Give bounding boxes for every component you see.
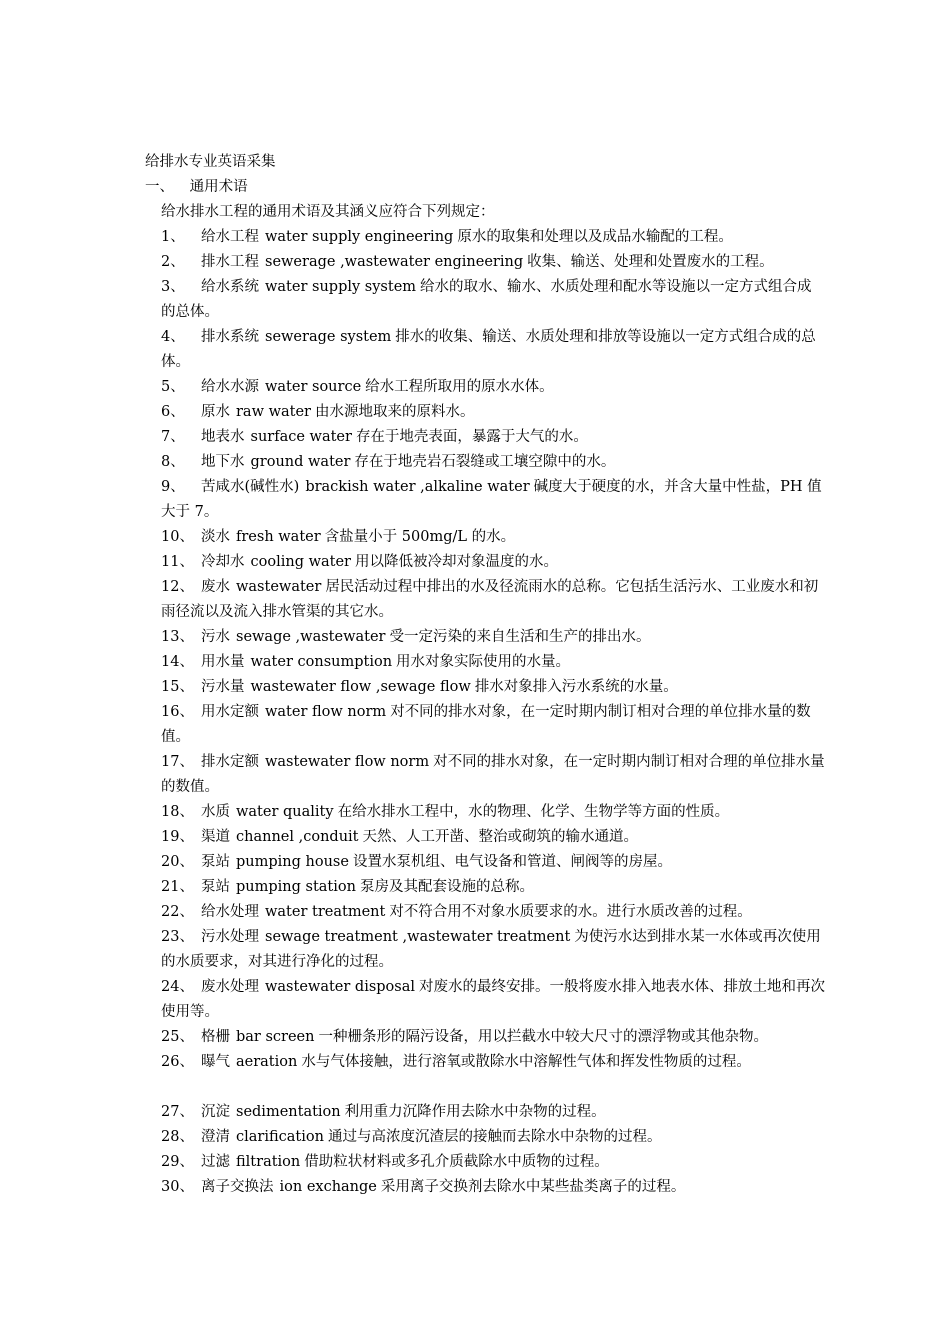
- term-definition: 对不同的排水对象，在一定时期内制订相对合理的单位排水量的数值。: [161, 754, 825, 795]
- term-entry: [145, 625, 825, 650]
- term-chinese: 排水工程: [201, 254, 259, 270]
- term-number: 26、: [161, 1054, 194, 1070]
- term-definition: 对废水的最终安排。一般将废水排入地表水体、排放土地和再次使用等。: [161, 979, 826, 1020]
- term-english: bar screen: [236, 1029, 315, 1045]
- term-english: ground water: [250, 454, 351, 470]
- term-english: surface water: [250, 429, 352, 445]
- term-definition: 给水的取水、输水、水质处理和配水等设施以一定方式组合成的总体。: [161, 279, 812, 320]
- document-title: 给排水专业英语采集: [145, 154, 276, 170]
- term-definition: 排水对象排入污水系统的水量。: [474, 679, 678, 695]
- term-chinese: 污水量: [201, 679, 245, 695]
- term-chinese: 澄清: [201, 1129, 230, 1145]
- term-chinese: 地下水: [201, 454, 245, 470]
- term-chinese: 淡水: [201, 529, 230, 545]
- term-number: 17、: [161, 754, 194, 770]
- term-entry: [145, 550, 825, 575]
- term-number: 18、: [161, 804, 194, 820]
- term-english: sewerage ,wastewater engineering: [265, 254, 524, 270]
- term-chinese: 地表水: [201, 429, 245, 445]
- term-entry: [145, 1025, 825, 1050]
- term-entry: [145, 975, 825, 1025]
- term-number: 23、: [161, 929, 194, 945]
- term-chinese: 过滤: [201, 1154, 230, 1170]
- term-chinese: 曝气: [201, 1054, 230, 1070]
- term-chinese: 用水定额: [201, 704, 259, 720]
- term-entry: [145, 1050, 825, 1075]
- term-chinese: 冷却水: [201, 554, 245, 570]
- term-definition: 对不符合用不对象水质要求的水。进行水质改善的过程。: [389, 904, 752, 920]
- term-definition: 泵房及其配套设施的总称。: [359, 879, 534, 895]
- term-definition: 用水对象实际使用的水量。: [396, 654, 571, 670]
- term-entry: [145, 450, 825, 475]
- intro-paragraph: 给水排水工程的通用术语及其涵义应符合下列规定：: [161, 204, 495, 220]
- term-number: 29、: [161, 1154, 194, 1170]
- term-entry: [145, 325, 825, 375]
- term-number: 10、: [161, 529, 194, 545]
- term-entry: [145, 875, 825, 900]
- term-definition: 存在于地壳表面，暴露于大气的水。: [355, 429, 588, 445]
- term-definition: 水与气体接触，进行溶氧或散除水中溶解性气体和挥发性物质的过程。: [301, 1054, 751, 1070]
- term-number: 30、: [161, 1179, 194, 1195]
- term-entry: [145, 900, 825, 925]
- term-list: [145, 225, 825, 1200]
- term-english: water consumption: [250, 654, 393, 670]
- term-english: water quality: [236, 804, 334, 820]
- term-entry: [145, 375, 825, 400]
- term-definition: 受一定污染的来自生活和生产的排出水。: [389, 629, 651, 645]
- term-chinese: 给水系统: [201, 279, 259, 295]
- term-definition: 给水工程所取用的原水水体。: [365, 379, 554, 395]
- term-entry: [145, 1175, 825, 1200]
- term-definition: 存在于地壳岩石裂缝或工壤空隙中的水。: [354, 454, 616, 470]
- term-number: 24、: [161, 979, 194, 995]
- term-number: 7、: [161, 429, 185, 445]
- term-chinese: 废水处理: [201, 979, 259, 995]
- term-definition: 借助粒状材料或多孔介质截除水中质物的过程。: [304, 1154, 609, 1170]
- term-chinese: 渠道: [201, 829, 230, 845]
- term-entry: [145, 1150, 825, 1175]
- term-definition: 采用离子交换剂去除水中某些盐类离子的过程。: [380, 1179, 686, 1195]
- term-english: ion exchange: [279, 1179, 377, 1195]
- term-number: 20、: [161, 854, 194, 870]
- term-definition: 排水的收集、输送、水质处理和排放等设施以一定方式组合成的总体。: [161, 329, 816, 370]
- term-number: 8、: [161, 454, 185, 470]
- term-entry: [145, 1100, 825, 1125]
- term-definition: 天然、人工开凿、整治或砌筑的输水通道。: [362, 829, 638, 845]
- document-body: [145, 150, 825, 1200]
- term-definition: 原水的取集和处理以及成品水输配的工程。: [457, 229, 733, 245]
- term-number: 19、: [161, 829, 194, 845]
- term-entry: [145, 1125, 825, 1150]
- term-number: 27、: [161, 1104, 194, 1120]
- term-english: sedimentation: [236, 1104, 341, 1120]
- term-entry: [145, 525, 825, 550]
- term-number: 15、: [161, 679, 194, 695]
- term-english: sewage treatment ,wastewater treatment: [265, 929, 571, 945]
- term-english: sewerage system: [265, 329, 392, 345]
- term-number: 1、: [161, 229, 185, 245]
- term-chinese: 排水系统: [201, 329, 259, 345]
- term-number: 9、: [161, 479, 185, 495]
- term-entry: [145, 750, 825, 800]
- term-english: raw water: [236, 404, 311, 420]
- term-number: 3、: [161, 279, 185, 295]
- term-chinese: 泵站: [201, 879, 230, 895]
- term-chinese: 给水工程: [201, 229, 259, 245]
- term-english: cooling water: [250, 554, 351, 570]
- term-entry: [145, 675, 825, 700]
- term-definition: 收集、输送、处理和处置废水的工程。: [527, 254, 774, 270]
- term-entry: [145, 250, 825, 275]
- term-definition: 用以降低被冷却对象温度的水。: [354, 554, 558, 570]
- term-number: 2、: [161, 254, 185, 270]
- term-english: water supply system: [265, 279, 417, 295]
- section-heading: [145, 175, 825, 200]
- section-label: 通用术语: [189, 179, 248, 195]
- term-english: brackish water ,alkaline water: [305, 479, 530, 495]
- term-entry: [145, 825, 825, 850]
- term-english: wastewater: [236, 579, 322, 595]
- term-number: 11、: [161, 554, 194, 570]
- term-entry: [145, 850, 825, 875]
- term-definition: 对不同的排水对象，在一定时期内制订相对合理的单位排水量的数值。: [161, 704, 811, 745]
- term-english: water supply engineering: [265, 229, 454, 245]
- term-english: sewage ,wastewater: [236, 629, 386, 645]
- term-english: water flow norm: [265, 704, 387, 720]
- term-chinese: 离子交换法: [201, 1179, 274, 1195]
- term-definition: 碱度大于硬度的水，并含大量中性盐，PH 值大于 7。: [161, 479, 822, 520]
- term-entry: [145, 475, 825, 525]
- term-chinese: 排水定额: [201, 754, 259, 770]
- term-number: 12、: [161, 579, 194, 595]
- term-english: fresh water: [236, 529, 321, 545]
- term-number: 4、: [161, 329, 185, 345]
- term-entry: [145, 225, 825, 250]
- term-definition: 通过与高浓度沉渣层的接触而去除水中杂物的过程。: [327, 1129, 662, 1145]
- term-chinese: 原水: [201, 404, 230, 420]
- term-chinese: 苦咸水(碱性水): [201, 479, 300, 495]
- term-english: clarification: [236, 1129, 324, 1145]
- term-definition: 设置水泵机组、电气设备和管道、闸阀等的房屋。: [352, 854, 672, 870]
- term-entry: [145, 700, 825, 750]
- term-chinese: 泵站: [201, 854, 230, 870]
- term-number: 16、: [161, 704, 194, 720]
- term-entry: [145, 400, 825, 425]
- term-english: wastewater disposal: [265, 979, 416, 995]
- term-english: water source: [265, 379, 362, 395]
- term-chinese: 污水: [201, 629, 230, 645]
- term-english: aeration: [236, 1054, 298, 1070]
- term-english: water treatment: [265, 904, 386, 920]
- term-chinese: 格栅: [201, 1029, 230, 1045]
- term-number: 14、: [161, 654, 194, 670]
- term-definition: 含盐量小于 500mg/L 的水。: [324, 529, 516, 545]
- term-chinese: 用水量: [201, 654, 245, 670]
- term-chinese: 沉淀: [201, 1104, 230, 1120]
- term-chinese: 水质: [201, 804, 230, 820]
- term-entry: [145, 275, 825, 325]
- term-definition: 居民活动过程中排出的水及径流雨水的总称。它包括生活污水、工业废水和初雨径流以及流入排水管渠的其它水。: [161, 579, 819, 620]
- term-english: filtration: [236, 1154, 301, 1170]
- term-definition: 在给水排水工程中，水的物理、化学、生物学等方面的性质。: [337, 804, 730, 820]
- term-english: pumping station: [236, 879, 356, 895]
- term-number: 13、: [161, 629, 194, 645]
- section-number: 一、: [145, 179, 174, 195]
- term-english: wastewater flow norm: [265, 754, 430, 770]
- term-chinese: 污水处理: [201, 929, 259, 945]
- term-definition: 由水源地取来的原料水。: [315, 404, 475, 420]
- term-entry: [145, 925, 825, 975]
- blank-line: [145, 1075, 825, 1100]
- term-chinese: 废水: [201, 579, 230, 595]
- term-entry: [145, 800, 825, 825]
- term-chinese: 给水水源: [201, 379, 259, 395]
- term-chinese: 给水处理: [201, 904, 259, 920]
- term-definition: 利用重力沉降作用去除水中杂物的过程。: [344, 1104, 606, 1120]
- term-definition: 为使污水达到排水某一水体或再次使用的水质要求，对其进行净化的过程。: [161, 929, 821, 970]
- term-number: 5、: [161, 379, 185, 395]
- term-number: 6、: [161, 404, 185, 420]
- term-number: 25、: [161, 1029, 194, 1045]
- term-entry: [145, 575, 825, 625]
- term-english: wastewater flow ,sewage flow: [250, 679, 471, 695]
- term-number: 21、: [161, 879, 194, 895]
- term-english: channel ,conduit: [236, 829, 359, 845]
- term-number: 28、: [161, 1129, 194, 1145]
- term-number: 22、: [161, 904, 194, 920]
- term-entry: [145, 425, 825, 450]
- term-definition: 一种栅条形的隔污设备，用以拦截水中较大尺寸的漂浮物或其他杂物。: [318, 1029, 768, 1045]
- term-entry: [145, 650, 825, 675]
- term-english: pumping house: [236, 854, 349, 870]
